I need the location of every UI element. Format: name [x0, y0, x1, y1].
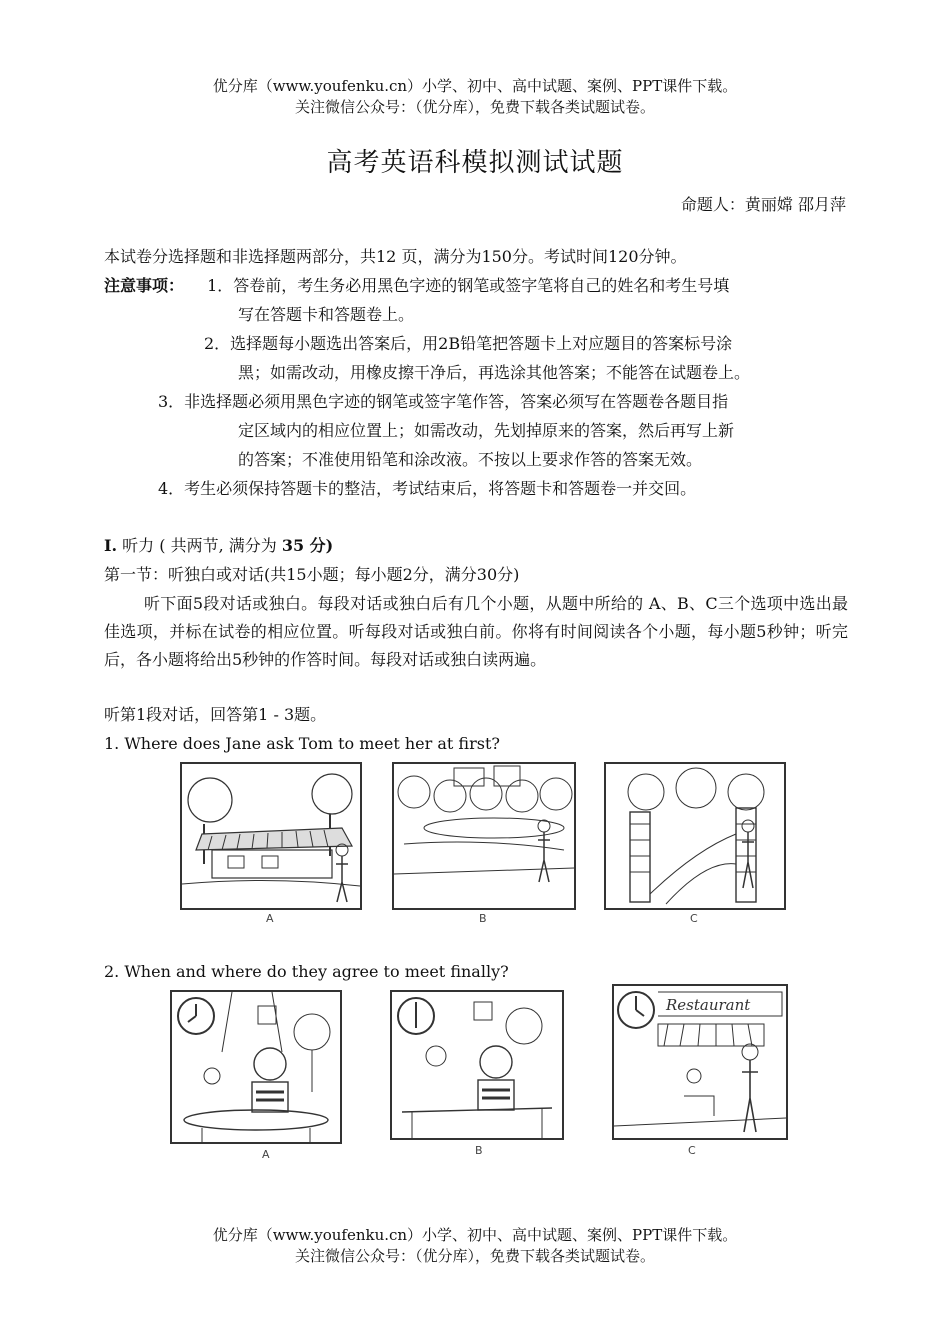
section-heading: [104, 532, 333, 560]
note-3-line-1: 3．非选择题必须用黑色字迹的钢笔或签字笔作答，答案必须写在答题卷各题目指: [158, 392, 729, 411]
section-close: 分): [304, 536, 334, 555]
part-1-heading: 第一节：听独白或对话(共15小题；每小题2分，满分30分): [104, 565, 520, 584]
listening-instructions: 听下面5段对话或独白。每段对话或独白后有几个小题，从题中所给的 A、B、C三个选项中选出最佳选项，并标在试卷的相应位置。听每段对话或独白前。你将有时间阅读各个小题，每小题5秒钟；听完后，各小题将给出5秒钟的作答时间。每段对话或独白读两遍。: [104, 594, 848, 669]
section-score: 35: [281, 536, 305, 555]
question-1: 1. Where does Jane ask Tom to meet her at first?: [104, 734, 500, 753]
cafe-clock-illustration-b: [392, 992, 562, 1138]
park-gate-illustration: [606, 764, 784, 908]
header-line-1: 优分库（www.youfenku.cn）小学、初中、高中试题、案例、PPT课件下载。: [212, 77, 738, 95]
exam-info: 本试卷分选择题和非选择题两部分，共12 页，满分为150分。考试时间120分钟。: [104, 247, 687, 266]
q2-option-c-picture: [612, 984, 788, 1140]
note-3-line-3: 的答案；不准使用铅笔和涂改液。不按以上要求作答的答案无效。: [238, 450, 703, 469]
note-1-line-2: 写在答题卡和答题卷上。: [238, 305, 415, 324]
q1-option-c-label: C: [690, 912, 698, 925]
note-3-line-2: 定区域内的相应位置上；如需改动，先划掉原来的答案，然后再写上新: [238, 421, 735, 440]
q1-option-a-label: A: [266, 912, 274, 925]
author-line: 命题人：黄丽嫦 邵月萍: [680, 195, 846, 214]
section-heading-text: 听力 ( 共两节, 满分为: [117, 536, 282, 555]
header-line-2: 关注微信公众号：（优分库），免费下载各类试题试卷。: [294, 98, 655, 116]
notes-label: 注意事项：: [104, 276, 185, 295]
section-roman: I.: [104, 536, 118, 555]
park-cafe-illustration: [182, 764, 360, 908]
q2-option-a-picture: [170, 990, 342, 1144]
park-lake-illustration: [394, 764, 574, 908]
question-2: 2. When and where do they agree to meet finally?: [104, 962, 509, 981]
note-1-text: 1．答卷前，考生务必用黑色字迹的钢笔或签字笔将自己的姓名和考生号填: [207, 276, 730, 295]
note-2-line-1: 2．选择题每小题选出答案后，用2B铅笔把答题卡上对应题目的答案标号涂: [204, 334, 733, 353]
cafe-clock-illustration-a: [172, 992, 340, 1142]
footer-line-1: 优分库（www.youfenku.cn）小学、初中、高中试题、案例、PPT课件下载。: [212, 1226, 738, 1244]
dialog-1-prompt: 听第1段对话，回答第1 - 3题。: [104, 705, 327, 724]
note-2-line-2: 黑；如需改动，用橡皮擦干净后，再选涂其他答案；不能答在试题卷上。: [238, 363, 751, 382]
restaurant-clock-illustration: [614, 986, 786, 1138]
q2-option-b-picture: [390, 990, 564, 1140]
note-4: 4．考生必须保持答题卡的整洁，考试结束后，将答题卡和答题卷一并交回。: [158, 479, 697, 498]
q1-option-c-picture: [604, 762, 786, 910]
q1-option-b-picture: [392, 762, 576, 910]
page-title: 高考英语科模拟测试试题: [326, 148, 624, 178]
q1-option-a-picture: [180, 762, 362, 910]
note-1-line-1: [104, 272, 729, 300]
q2-option-a-label: A: [262, 1148, 270, 1161]
q2-option-b-label: B: [475, 1144, 483, 1157]
restaurant-sign: Restaurant: [666, 996, 751, 1014]
q1-option-b-label: B: [479, 912, 487, 925]
footer-line-2: 关注微信公众号：（优分库），免费下载各类试题试卷。: [294, 1247, 655, 1265]
q2-option-c-label: C: [688, 1144, 696, 1157]
